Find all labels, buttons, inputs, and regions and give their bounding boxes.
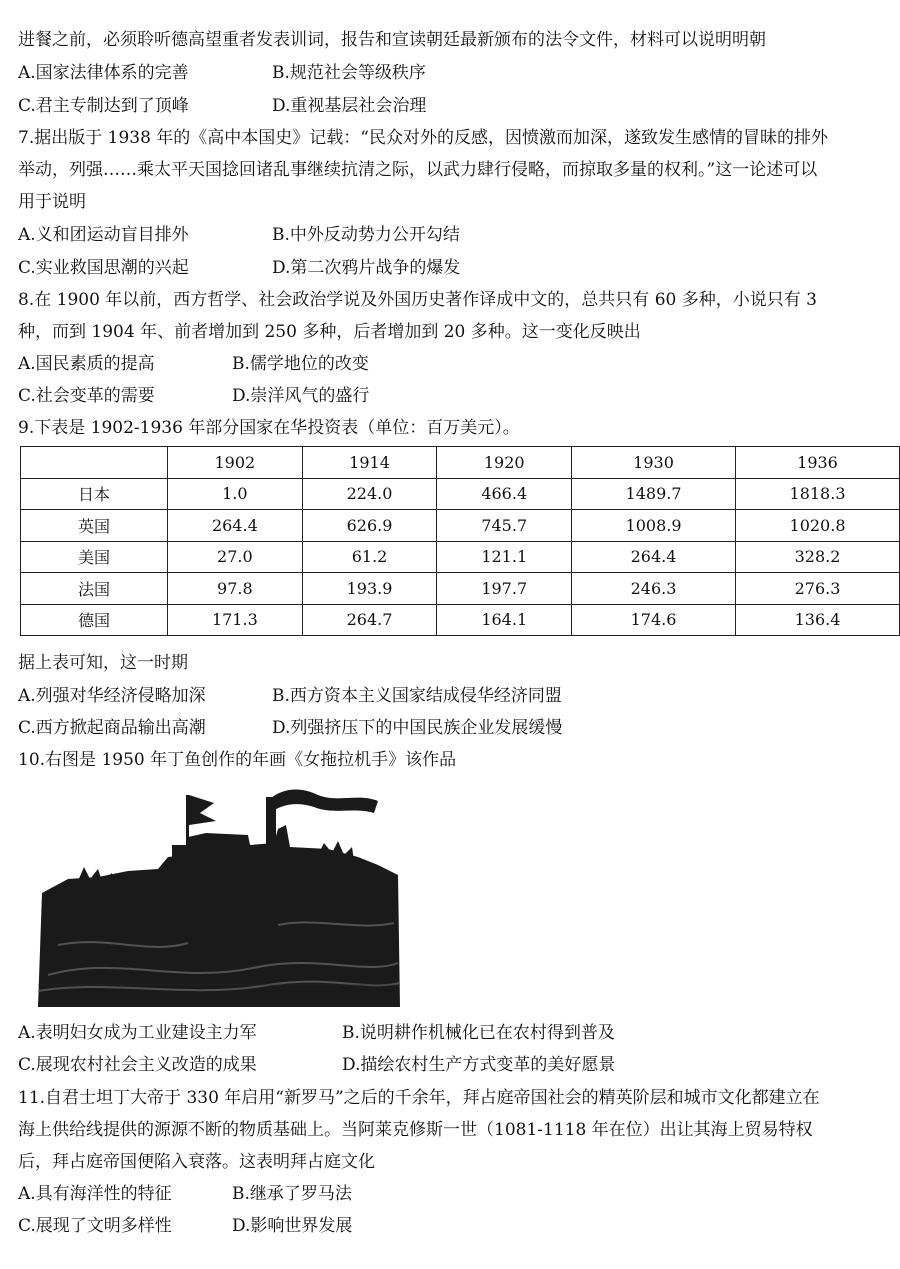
table-cell: 1.0 bbox=[168, 478, 303, 510]
table-cell: 171.3 bbox=[168, 604, 303, 636]
option-b: B.继承了罗马法 bbox=[232, 1184, 352, 1204]
option-d: D.描绘农村生产方式变革的美好愿景 bbox=[342, 1055, 616, 1075]
option-a: A.国家法律体系的完善 bbox=[18, 63, 189, 83]
table-cell: 626.9 bbox=[302, 510, 437, 542]
table-cell: 164.1 bbox=[437, 604, 572, 636]
table-header-row bbox=[21, 447, 900, 479]
option-a: A.表明妇女成为工业建设主力军 bbox=[18, 1023, 257, 1043]
table-cell: 276.3 bbox=[736, 573, 900, 605]
table-cell: 1818.3 bbox=[736, 478, 900, 510]
table-cell: 174.6 bbox=[572, 604, 736, 636]
investment-table bbox=[20, 446, 900, 636]
table-cell: 1489.7 bbox=[572, 478, 736, 510]
table-cell: 136.4 bbox=[736, 604, 900, 636]
table-header-cell: 1914 bbox=[302, 447, 437, 479]
table-cell: 法国 bbox=[21, 573, 168, 605]
q9-after-text: 据上表可知，这一时期 bbox=[18, 653, 188, 673]
option-d: D.崇洋风气的盛行 bbox=[232, 386, 370, 406]
q8-text-line: 种，而到 1904 年、前者增加到 250 多种，后者增加到 20 多种。这一变化反映出 bbox=[18, 322, 641, 342]
option-d: D.第二次鸦片战争的爆发 bbox=[272, 258, 461, 278]
table-header-cell: 1920 bbox=[437, 447, 572, 479]
table-cell: 英国 bbox=[21, 510, 168, 542]
table-cell: 328.2 bbox=[736, 541, 900, 573]
table-cell: 197.7 bbox=[437, 573, 572, 605]
intro-text-line: 进餐之前，必须聆听德高望重者发表训词，报告和宣读朝廷最新颁布的法令文件，材料可以说明明朝 bbox=[18, 30, 766, 50]
tractor-woodcut-svg bbox=[38, 785, 400, 1007]
table-cell: 27.0 bbox=[168, 541, 303, 573]
table-cell: 97.8 bbox=[168, 573, 303, 605]
q11-text-line: 11.自君士坦丁大帝于 330 年启用“新罗马”之后的千余年，拜占庭帝国社会的精英阶层和城市文化都建立在 bbox=[18, 1088, 820, 1108]
table-row bbox=[21, 541, 900, 573]
option-b: B.说明耕作机械化已在农村得到普及 bbox=[342, 1023, 615, 1043]
table-row bbox=[21, 478, 900, 510]
table-header-cell: 1902 bbox=[168, 447, 303, 479]
q7-text-line: 用于说明 bbox=[18, 192, 86, 212]
q7-text-line: 7.据出版于 1938 年的《高中本国史》记载：“民众对外的反感，因愤激而加深，遂致发生感情的冒昧的排外 bbox=[18, 128, 828, 148]
q10-text-line: 10.右图是 1950 年丁鱼创作的年画《女拖拉机手》该作品 bbox=[18, 750, 457, 770]
table-cell: 1020.8 bbox=[736, 510, 900, 542]
table-row bbox=[21, 510, 900, 542]
option-c: C.社会变革的需要 bbox=[18, 386, 155, 406]
option-c: C.展现农村社会主义改造的成果 bbox=[18, 1055, 257, 1075]
option-b: B.规范社会等级秩序 bbox=[272, 63, 426, 83]
option-c: C.西方掀起商品输出高潮 bbox=[18, 718, 206, 738]
option-a: A.义和团运动盲目排外 bbox=[18, 225, 189, 245]
option-c: C.展现了文明多样性 bbox=[18, 1216, 172, 1236]
table-cell: 264.7 bbox=[302, 604, 437, 636]
tractor-woodcut-image bbox=[38, 785, 400, 1007]
table-row bbox=[21, 573, 900, 605]
q11-text-line: 海上供给线提供的源源不断的物质基础上。当阿莱克修斯一世（1081-1118 年在位）出让其海上贸易特权 bbox=[18, 1120, 813, 1140]
q8-text-line: 8.在 1900 年以前，西方哲学、社会政治学说及外国历史著作译成中文的，总共只有 60 多种，小说只有 3 bbox=[18, 290, 817, 310]
q9-text-line: 9.下表是 1902-1936 年部分国家在华投资表（单位：百万美元）。 bbox=[18, 418, 520, 438]
table-header-cell: 1936 bbox=[736, 447, 900, 479]
option-a: A.具有海洋性的特征 bbox=[18, 1184, 172, 1204]
option-a: A.国民素质的提高 bbox=[18, 354, 155, 374]
table-cell: 224.0 bbox=[302, 478, 437, 510]
table-cell: 745.7 bbox=[437, 510, 572, 542]
option-d: D.列强挤压下的中国民族企业发展缓慢 bbox=[272, 718, 563, 738]
table-cell: 日本 bbox=[21, 478, 168, 510]
option-b: B.西方资本主义国家结成侵华经济同盟 bbox=[272, 686, 562, 706]
table-cell: 264.4 bbox=[572, 541, 736, 573]
option-d: D.影响世界发展 bbox=[232, 1216, 353, 1236]
q7-text-line: 举动，列强……乘太平天国捻回诸乱事继续抗清之际，以武力肆行侵略，而掠取多量的权利。”这一论述可以 bbox=[18, 160, 818, 180]
table-cell: 246.3 bbox=[572, 573, 736, 605]
table-header-cell bbox=[21, 447, 168, 479]
table-row bbox=[21, 604, 900, 636]
option-b: B.中外反动势力公开勾结 bbox=[272, 225, 460, 245]
table-cell: 264.4 bbox=[168, 510, 303, 542]
table-cell: 德国 bbox=[21, 604, 168, 636]
table-cell: 61.2 bbox=[302, 541, 437, 573]
option-b: B.儒学地位的改变 bbox=[232, 354, 369, 374]
table-cell: 121.1 bbox=[437, 541, 572, 573]
q11-text-line: 后，拜占庭帝国便陷入衰落。这表明拜占庭文化 bbox=[18, 1152, 375, 1172]
table-cell: 1008.9 bbox=[572, 510, 736, 542]
table-header-cell: 1930 bbox=[572, 447, 736, 479]
option-c: C.君主专制达到了顶峰 bbox=[18, 96, 189, 116]
option-a: A.列强对华经济侵略加深 bbox=[18, 686, 206, 706]
table-cell: 193.9 bbox=[302, 573, 437, 605]
option-c: C.实业救国思潮的兴起 bbox=[18, 258, 189, 278]
option-d: D.重视基层社会治理 bbox=[272, 96, 427, 116]
table-cell: 466.4 bbox=[437, 478, 572, 510]
table-cell: 美国 bbox=[21, 541, 168, 573]
